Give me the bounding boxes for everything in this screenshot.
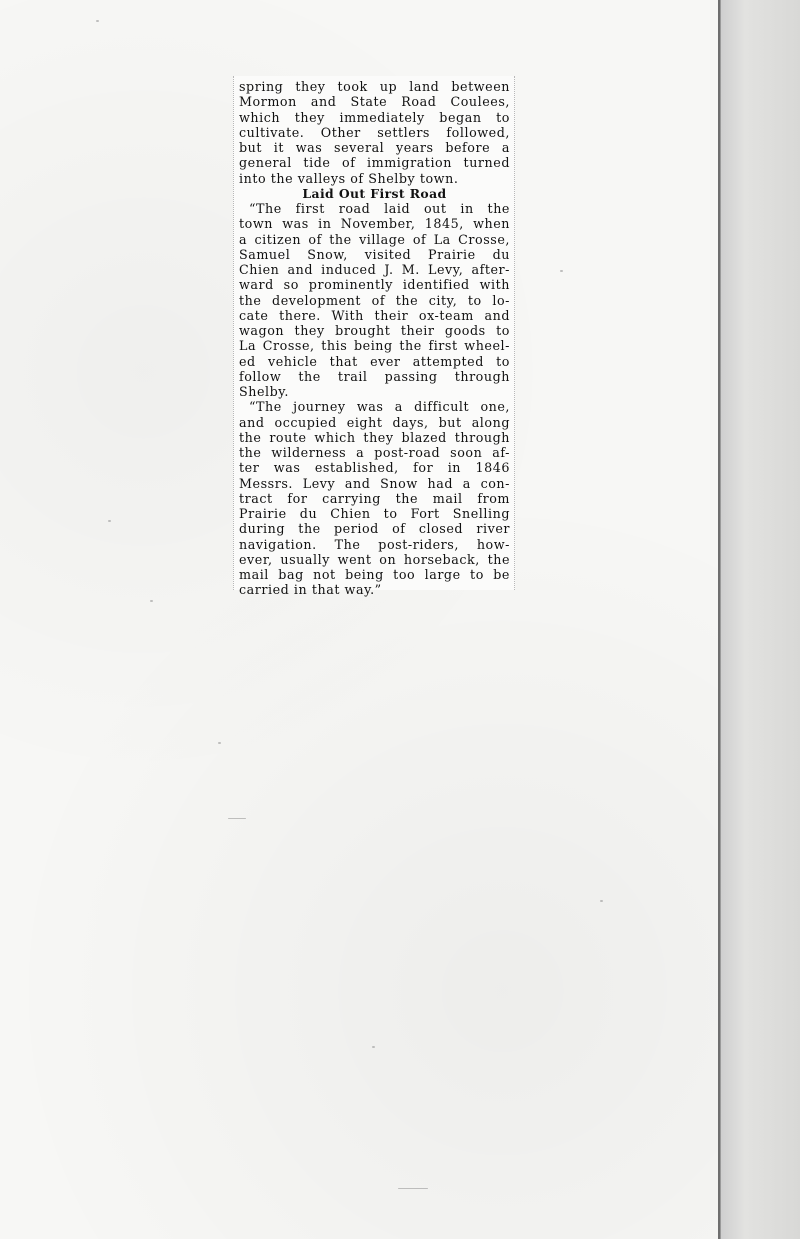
- clipping-line: ever, usually went on horseback, the: [239, 551, 510, 567]
- clipping-line: follow the trail passing through: [239, 368, 510, 384]
- clipping-line: Samuel Snow, visited Prairie du: [239, 246, 510, 262]
- clipping-line: a citizen of the village of La Crosse,: [239, 231, 510, 247]
- clipping-line: which they immediately began to: [239, 109, 510, 125]
- clipping-line: wagon they brought their goods to: [239, 323, 510, 338]
- clipping-line: cate there. With their ox-team and: [239, 307, 510, 323]
- clipping-line: ter was established, for in 1846: [239, 460, 510, 476]
- clipping-line: Messrs. Levy and Snow had a con-: [239, 475, 510, 491]
- clipping-line: mail bag not being too large to be: [239, 567, 510, 582]
- paper-speck: [372, 1046, 375, 1048]
- clipping-line: Prairie du Chien to Fort Snelling: [239, 506, 510, 521]
- paper-speck: [398, 1188, 428, 1189]
- clipping-line: general tide of immigration turned: [239, 155, 510, 171]
- clipping-line: navigation. The post-riders, how-: [239, 536, 510, 552]
- clipping-line: spring they took up land between: [239, 79, 510, 94]
- paper-speck: [218, 742, 221, 744]
- clipping-line: but it was several years before a: [239, 140, 510, 155]
- clipping-line: the route which they blazed through: [239, 429, 510, 445]
- paper-speck: [560, 270, 563, 272]
- clipping-line: into the valleys of Shelby town.: [239, 170, 459, 186]
- clipping-line: ward so prominently identified with: [239, 277, 510, 293]
- paper-speck: [150, 600, 153, 602]
- clipping-line: and occupied eight days, but along: [239, 414, 510, 430]
- clipping-line: cultivate. Other settlers followed,: [239, 124, 510, 140]
- clipping-line: Chien and induced J. M. Levy, after-: [239, 262, 510, 277]
- clipping-line: the wilderness a post-road soon af-: [239, 445, 510, 460]
- clipping-line: “The journey was a difficult one,: [249, 399, 510, 415]
- clipping-line: Mormon and State Road Coulees,: [239, 94, 510, 110]
- clipping-line: the development of the city, to lo-: [239, 292, 510, 308]
- clipping-line: “The first road laid out in the: [249, 201, 510, 216]
- clipping-line: ed vehicle that ever attempted to: [239, 353, 510, 369]
- page-edge: [720, 0, 800, 1239]
- clipping-line: during the period of closed river: [239, 521, 510, 537]
- clipping-line: carried in that way.”: [239, 582, 382, 598]
- clipping-line: tract for carrying the mail from: [239, 490, 510, 506]
- clipping-line: La Crosse, this being the first wheel-: [239, 338, 510, 354]
- paper-speck: [96, 20, 99, 22]
- section-heading: Laid Out First Road: [302, 185, 447, 201]
- newspaper-clipping: [233, 76, 515, 598]
- paper-speck: [228, 818, 246, 819]
- paper-speck: [108, 520, 111, 522]
- paper-speck: [600, 900, 603, 902]
- clipping-line: town was in November, 1845, when: [239, 216, 510, 232]
- clipping-line: Shelby.: [239, 384, 289, 399]
